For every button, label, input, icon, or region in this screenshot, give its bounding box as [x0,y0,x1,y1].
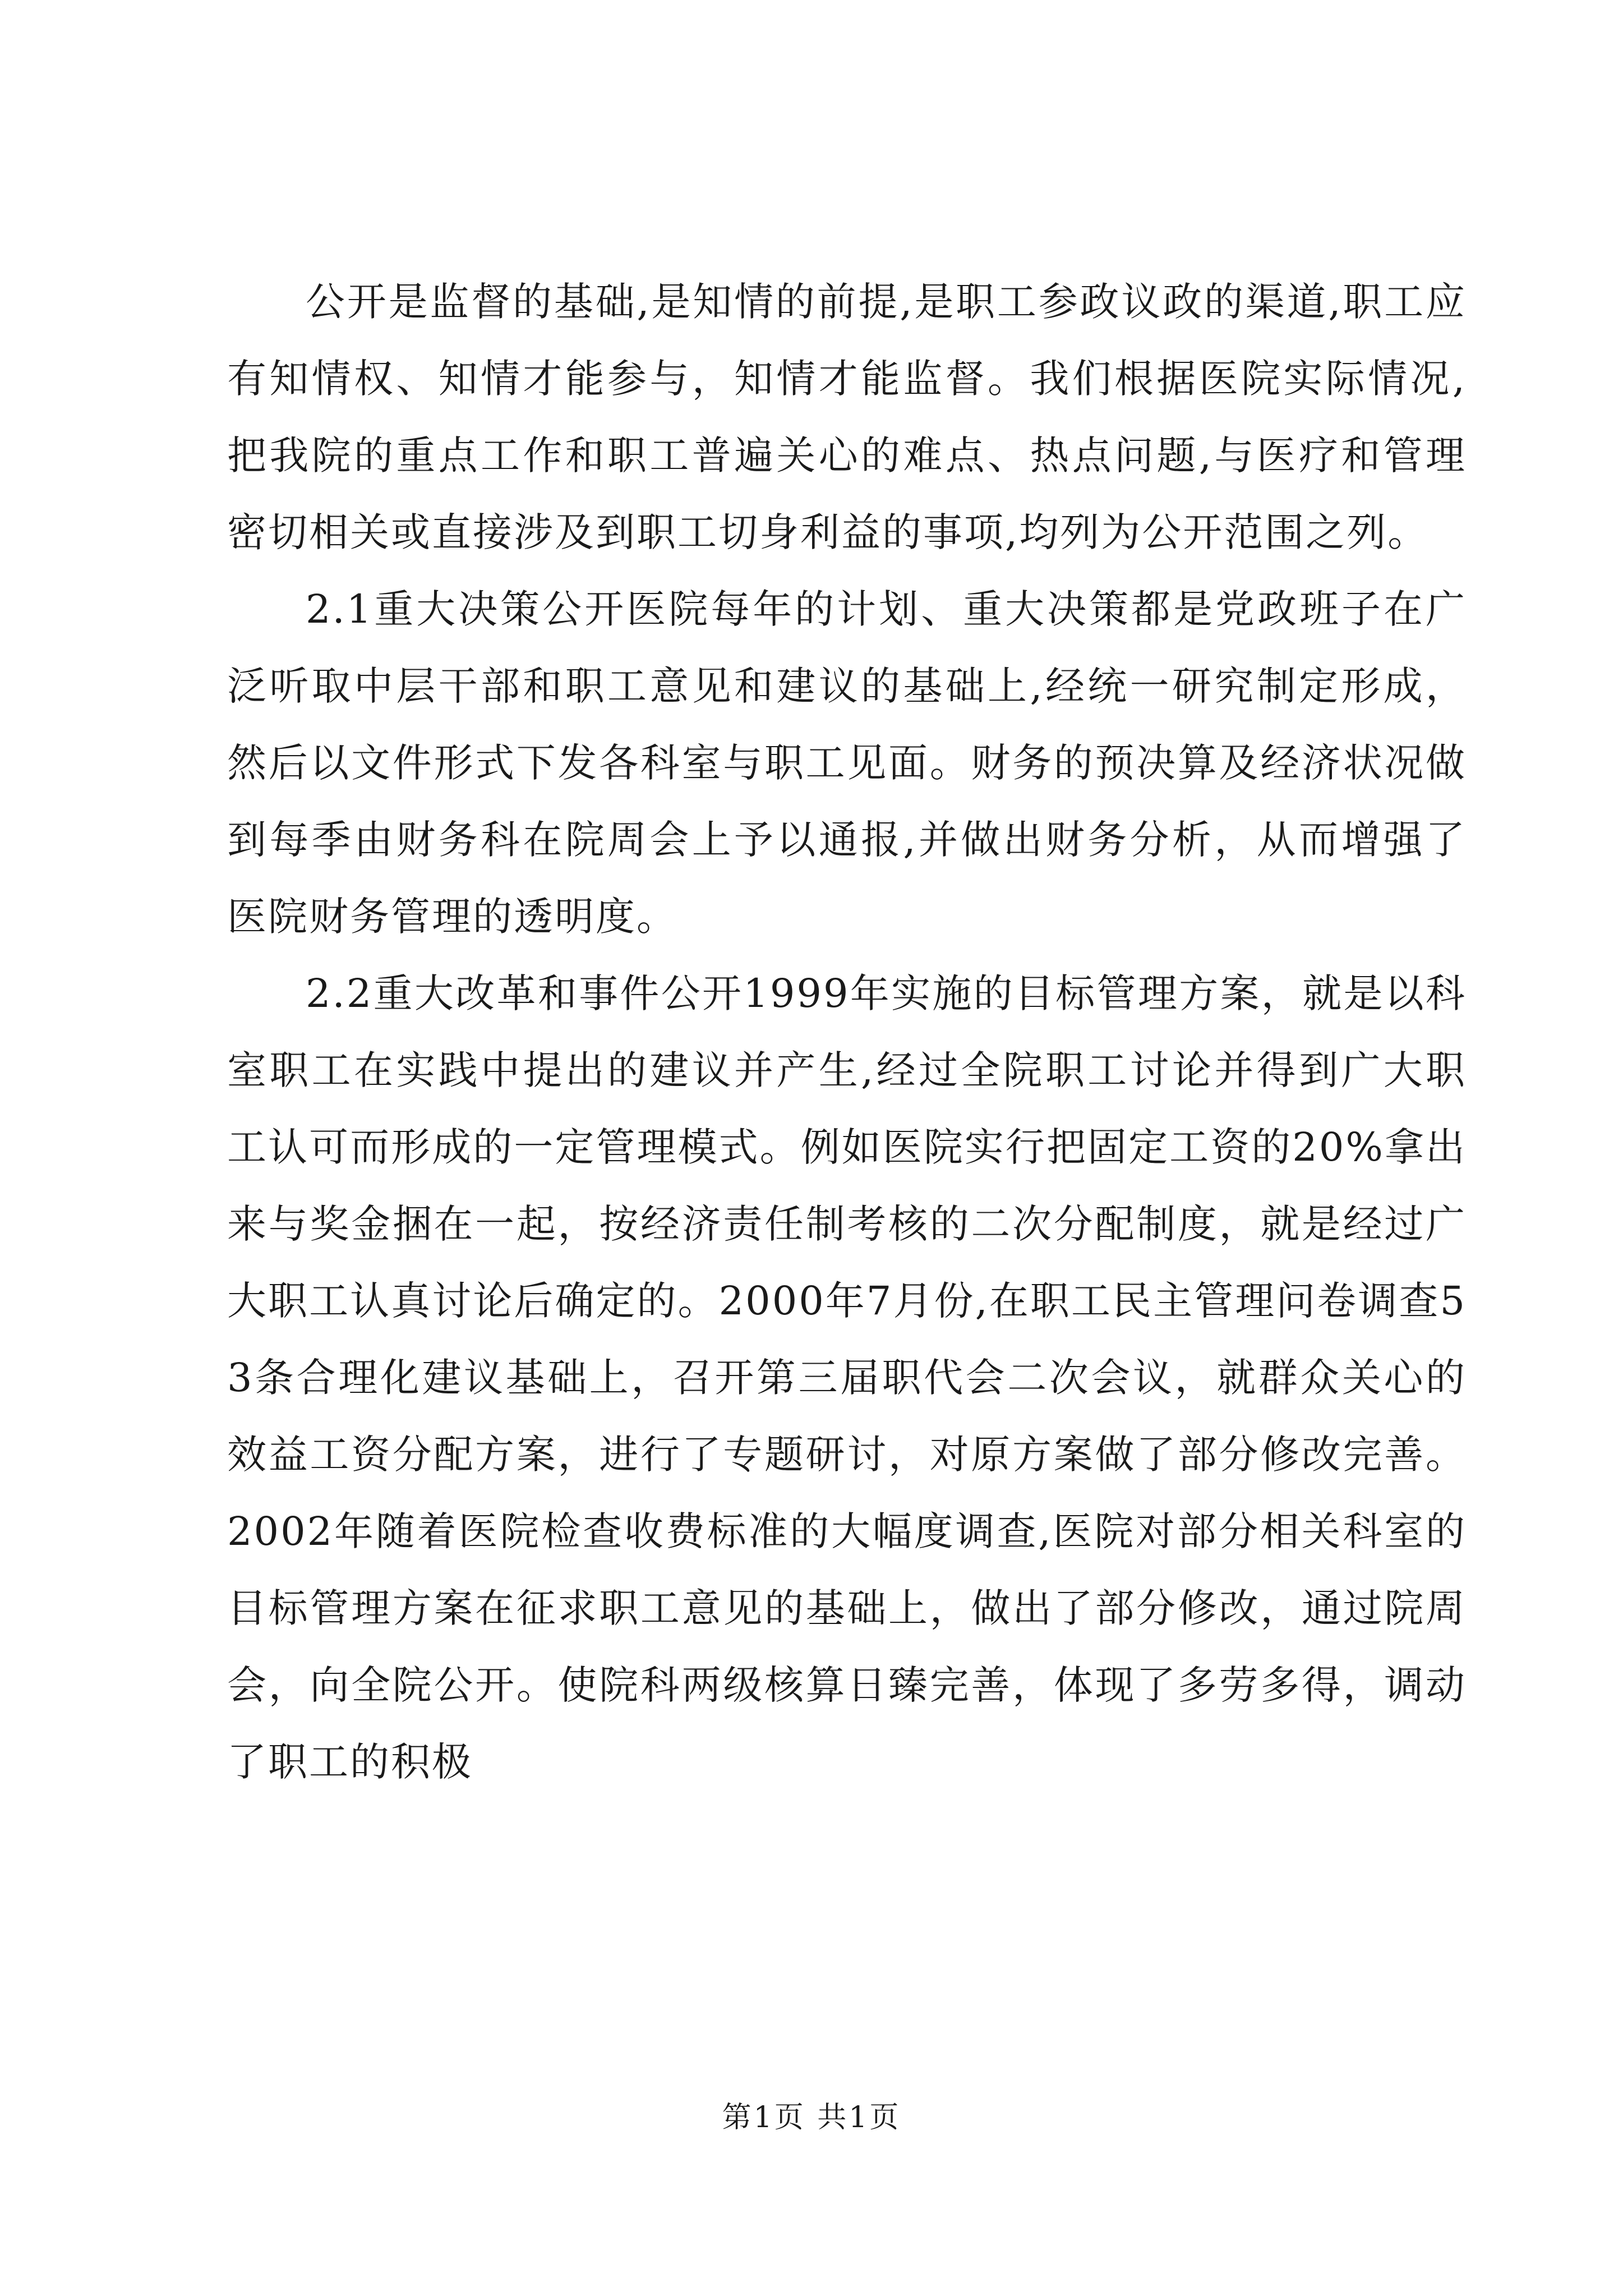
page-footer: 第1页 共1页 [722,2101,901,2134]
paragraph-public-scope: 公开是监督的基础,是知情的前提,是职工参政议政的渠道,职工应有知情权、知情才能参与，知情才能监督。我们根据医院实际情况,把我院的重点工作和职工普遍关心的难点、热点问题,与医疗和管理密切相关或直接涉及到职工切身利益的事项,均列为公开范围之列。 [227,279,1467,555]
document-body [227,264,1467,1801]
paragraph-major-reforms: 2.2重大改革和事件公开1999年实施的目标管理方案，就是以科室职工在实践中提出的建议并产生,经过全院职工讨论并得到广大职工认可而形成的一定管理模式。例如医院实行把固定工资的20%拿出来与奖金捆在一起，按经济责任制考核的二次分配制度，就是经过广大职工认真讨论后确定的。2000年7月份,在职工民主管理问卷调查53条合理化建议基础上，召开第三届职代会二次会议，就群众关心的效益工资分配方案，进行了专题研讨，对原方案做了部分修改完善。2002年随着医院检查收费标准的大幅度调查,医院对部分相关科室的目标管理方案在征求职工意见的基础上，做出了部分修改，通过院周会，向全院公开。使院科两级核算日臻完善，体现了多劳多得，调动了职工的积极 [227,970,1467,1785]
paragraph-major-decisions: 2.1重大决策公开医院每年的计划、重大决策都是党政班子在广泛听取中层干部和职工意见和建议的基础上,经统一研究制定形成，然后以文件形式下发各科室与职工见面。财务的预决算及经济状况做到每季由财务科在院周会上予以通报,并做出财务分析，从而增强了医院财务管理的透明度。 [227,586,1467,940]
